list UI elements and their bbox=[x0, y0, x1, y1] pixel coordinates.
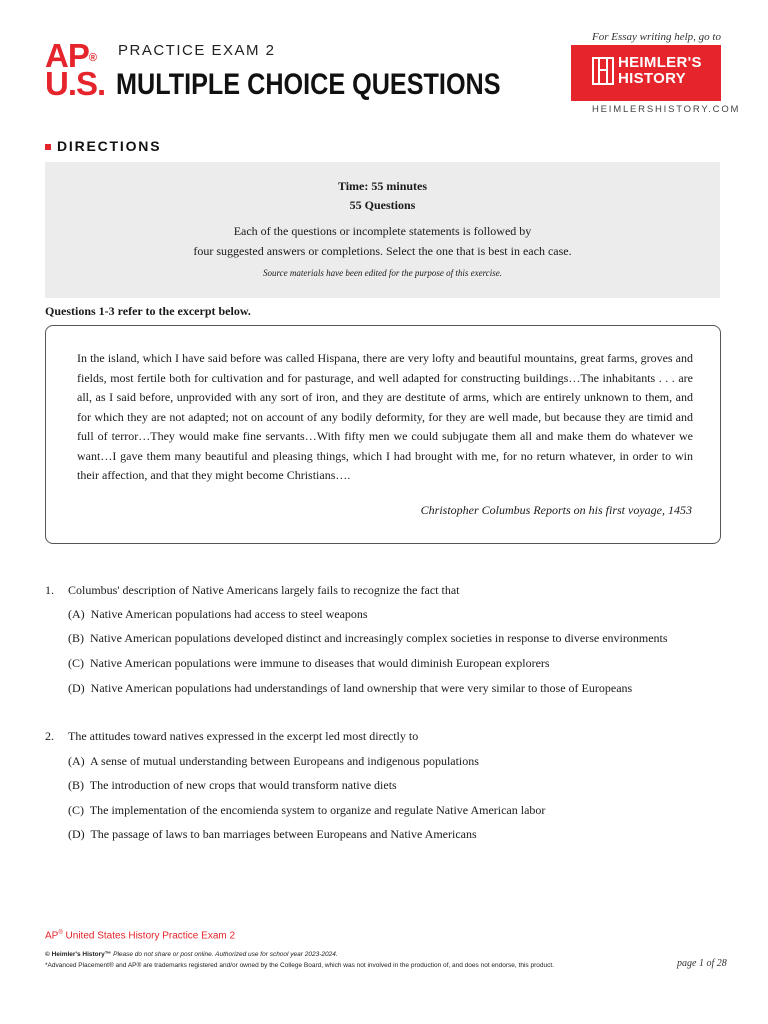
question-stem: Columbus' description of Native Americans largely fails to recognize the fact that bbox=[68, 583, 460, 597]
excerpt-intro: Questions 1-3 refer to the excerpt below. bbox=[45, 304, 251, 318]
footer-copyright-notice: Please do not share or post online. Authorized use for school year 2023-2024. bbox=[111, 951, 338, 958]
directions-bullet-icon bbox=[45, 144, 51, 150]
excerpt-text: In the island, which I have said before was called Hispana, there are very lofty and beautiful mountains, great farms, groves and fields, most fertile both for cultivation and for pasturage, and well adapted for constructing buildings…The inhabitants . . . are all, as I said before, unprovided with any sort of iron, and they are destitute of arms, which are entirely unknown to them, and for which they are not adapted; not on account of any bodily deformity, for they are well made, but because they are timid and full of terror…They would make fine servants…With fifty men we could subjugate them all and make them do whatever we want…I gave them many beautiful and pleasing things, which I had brought with me, for no return whatever, in order to win their affection, and that they might become Christians…. bbox=[77, 351, 693, 482]
brand-line-1: HEIMLER'S bbox=[618, 54, 702, 71]
heimlers-history-brand[interactable] bbox=[571, 45, 721, 101]
excerpt-box bbox=[45, 325, 721, 544]
directions-box bbox=[45, 162, 720, 298]
ap-us-logo bbox=[45, 37, 107, 102]
option-text: A sense of mutual understanding between Europeans and indigenous populations bbox=[90, 754, 479, 768]
directions-line-2: four suggested answers or completions. Select the one that is best in each case. bbox=[193, 244, 572, 258]
option-letter: (B) bbox=[68, 778, 84, 792]
answer-option[interactable] bbox=[68, 827, 477, 842]
option-letter: (D) bbox=[68, 827, 85, 841]
brand-url-link[interactable]: HEIMLERSHISTORY.COM bbox=[592, 104, 741, 115]
page-number: page 1 of 28 bbox=[677, 958, 727, 969]
answer-option[interactable] bbox=[68, 681, 632, 696]
option-text: The passage of laws to ban marriages between Europeans and Native Americans bbox=[90, 827, 477, 841]
option-letter: (A) bbox=[68, 754, 85, 768]
answer-option[interactable] bbox=[68, 803, 545, 818]
answer-option[interactable] bbox=[68, 607, 368, 622]
logo-us: U.S. bbox=[45, 65, 106, 102]
essay-help-note: For Essay writing help, go to bbox=[592, 31, 721, 43]
logo-registered-mark: ® bbox=[88, 52, 97, 64]
footer-copyright bbox=[45, 951, 338, 958]
brand-name bbox=[618, 55, 702, 87]
footer-exam-title bbox=[45, 930, 235, 941]
question-stem: The attitudes toward natives expressed in the excerpt led most directly to bbox=[68, 729, 419, 743]
directions-time: Time: 55 minutes bbox=[337, 179, 428, 193]
answer-option[interactable] bbox=[68, 631, 668, 646]
footer-registered-mark: ® bbox=[58, 930, 63, 936]
question-number: 2. bbox=[45, 729, 54, 743]
logo-ap: AP bbox=[45, 37, 89, 74]
option-text: Native American populations had access to steel weapons bbox=[90, 607, 368, 621]
answer-option[interactable] bbox=[68, 778, 397, 793]
option-letter: (B) bbox=[68, 631, 84, 645]
heimlers-history-logo-icon bbox=[592, 57, 614, 85]
option-letter: (C) bbox=[68, 803, 84, 817]
question-number: 1. bbox=[45, 583, 54, 597]
footer-copyright-owner: © Heimler's History™ bbox=[45, 951, 112, 958]
excerpt-source: Christopher Columbus Reports on his first voyage, 1453 bbox=[420, 503, 692, 517]
answer-option[interactable] bbox=[68, 754, 479, 769]
footer-title-rest: United States History Practice Exam 2 bbox=[62, 930, 236, 942]
directions-heading: DIRECTIONS bbox=[57, 138, 162, 154]
option-text: Native American populations developed distinct and increasingly complex societies in response to diverse environments bbox=[90, 631, 668, 645]
directions-question-count: 55 Questions bbox=[349, 198, 416, 212]
option-text: Native American populations were immune to diseases that would diminish European explorers bbox=[90, 656, 550, 670]
answer-option[interactable] bbox=[68, 656, 550, 671]
option-text: The introduction of new crops that would transform native diets bbox=[89, 778, 397, 792]
footer-ap: AP bbox=[45, 930, 59, 942]
directions-source-note: Source materials have been edited for the purpose of this exercise. bbox=[262, 268, 503, 278]
page-title: MULTIPLE CHOICE QUESTIONS bbox=[116, 68, 501, 101]
brand-line-2: HISTORY bbox=[618, 70, 686, 87]
footer-trademark: *Advanced Placement® and AP® are trademarks registered and/or owned by the College Board, which was not involved in the production of, and does not endorse, this product. bbox=[45, 962, 554, 969]
option-letter: (D) bbox=[68, 681, 85, 695]
option-text: Native American populations had understandings of land ownership that were very similar to those of Europeans bbox=[90, 681, 633, 695]
exam-subtitle: PRACTICE EXAM 2 bbox=[118, 42, 276, 59]
option-letter: (A) bbox=[68, 607, 85, 621]
option-text: The implementation of the encomienda system to organize and regulate Native American labor bbox=[89, 803, 546, 817]
directions-line-1: Each of the questions or incomplete statements is followed by bbox=[233, 224, 532, 238]
option-letter: (C) bbox=[68, 656, 84, 670]
